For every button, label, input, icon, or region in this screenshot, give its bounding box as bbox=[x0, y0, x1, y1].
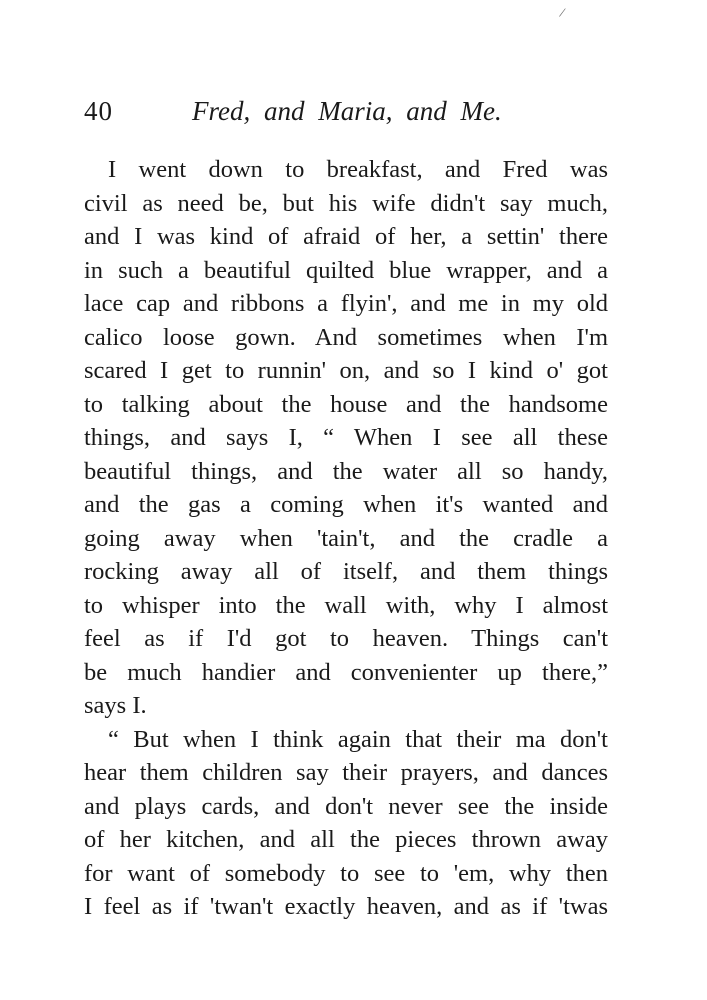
text-line: for want of somebody to see to 'em, why then bbox=[84, 859, 608, 887]
text-line: going away when 'tain't, and the cradle a bbox=[84, 524, 608, 552]
text-line: to whisper into the wall with, why I almost bbox=[84, 591, 608, 619]
paragraph-1 bbox=[84, 153, 608, 723]
text-line: civil as need be, but his wife didn't say much, bbox=[84, 189, 608, 217]
text-line: be much handier and convenienter up there,” bbox=[84, 658, 608, 686]
running-title: Fred, and Maria, and Me. bbox=[192, 96, 502, 126]
text-line: lace cap and ribbons a flyin', and me in my old bbox=[84, 290, 608, 317]
text-line: hear them children say their prayers, and dances bbox=[84, 759, 608, 786]
page-number: 40 bbox=[84, 96, 113, 126]
text-line: and the gas a coming when it's wanted and bbox=[84, 491, 608, 518]
text-line: says I. bbox=[84, 692, 147, 719]
text-line: rocking away all of itself, and them things bbox=[84, 558, 608, 585]
running-head bbox=[84, 96, 624, 136]
text-line: feel as if I'd got to heaven. Things can't bbox=[84, 625, 608, 652]
body-text bbox=[84, 153, 608, 924]
text-line: to talking about the house and the handsome bbox=[84, 390, 608, 418]
text-line: and I was kind of afraid of her, a settin' there bbox=[84, 223, 608, 250]
text-line: scared I get to runnin' on, and so I kind o' got bbox=[84, 357, 608, 384]
text-line: I feel as if 'twan't exactly heaven, and as if 'twas bbox=[84, 893, 608, 920]
text-line: things, and says I, “ When I see all these bbox=[84, 424, 608, 451]
text-line: I went down to breakfast, and Fred was bbox=[108, 156, 608, 183]
paragraph-2 bbox=[84, 723, 608, 924]
text-line: of her kitchen, and all the pieces thrown away bbox=[84, 826, 608, 853]
text-line: in such a beautiful quilted blue wrapper, and a bbox=[84, 256, 608, 284]
text-line: calico loose gown. And sometimes when I'm bbox=[84, 323, 608, 351]
text-line: beautiful things, and the water all so handy, bbox=[84, 457, 608, 485]
text-line: “ But when I think again that their ma don't bbox=[108, 725, 608, 753]
corner-mark: / bbox=[557, 5, 567, 22]
text-line: and plays cards, and don't never see the inside bbox=[84, 792, 608, 820]
